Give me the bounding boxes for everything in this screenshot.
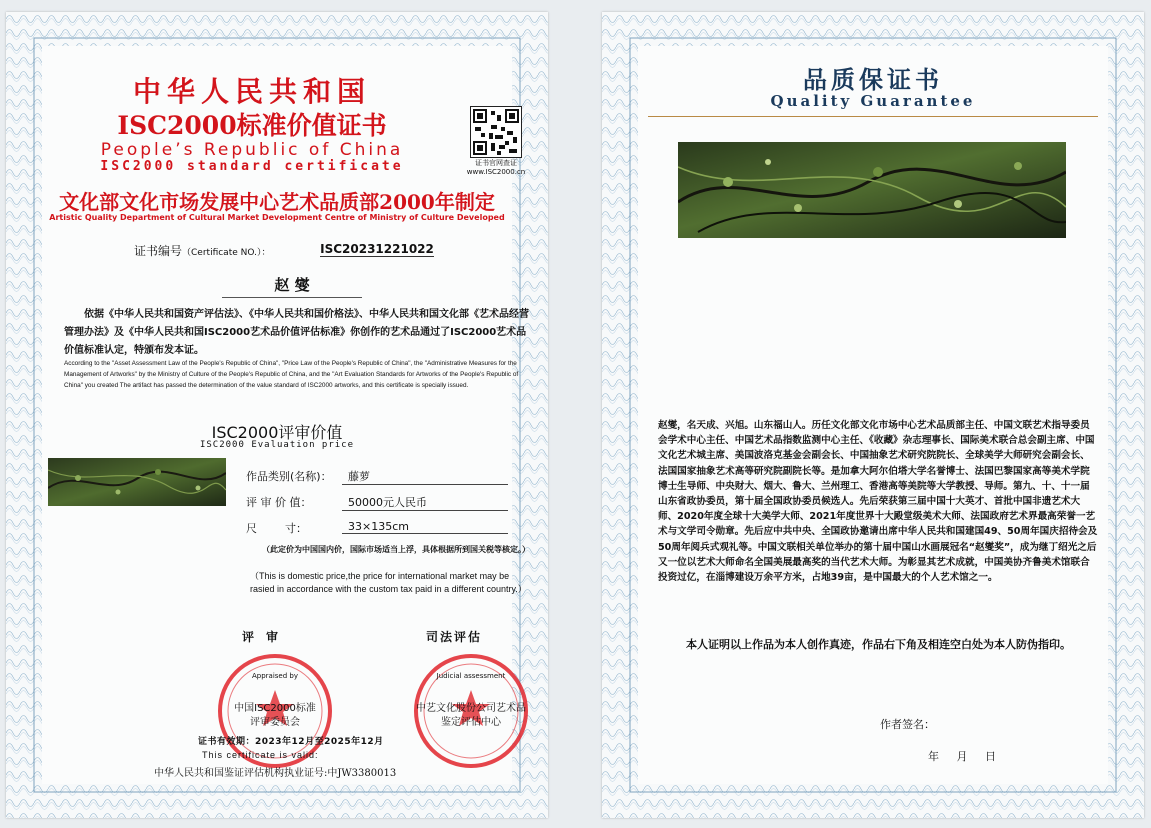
field-label-size: 尺 寸： [246, 522, 307, 535]
price-note-en: （This is domestic price,the price for international market may be rasied in accordance with the custom tax paid in a different country.） [250, 571, 527, 594]
seal-right-top-text: Judicial assessment [436, 672, 506, 680]
department-cn: 文化部文化市场发展中心艺术品质部2000年制定 [59, 190, 495, 214]
judicial-label: 司法评估 [426, 630, 483, 644]
title-cn: 中华人民共和国 [132, 75, 371, 108]
seal-right-org [406, 702, 536, 730]
field-label-value: 评 审 价 值： [246, 496, 312, 509]
owner-name: 赵 燮 [222, 274, 362, 298]
certificate-number-label-en: （Certificate NO.）： [182, 248, 271, 258]
evaluation-subtitle: ISC2000 Evaluation price [199, 440, 355, 450]
artist-biography: 赵燮，名天成、兴旭。山东福山人。历任文化部文化市场中心艺术品质部主任、中国文联艺术指导委员会学术中心主任、中国艺术品指数监测中心主任、《收藏》杂志理事长、国际美术联合总会副主席、中国文化艺术城主席、美国波洛克基金会副会长、中国抽象艺术研究院院长、全球美学大师研究会副会长、法国国家抽象艺术高等研究院副院长等。是加拿大阿尔伯塔大学名誉博士、法国巴黎国家高等美术学院博士生导师、中央财大、烟大、鲁大、兰州理工、香港高等美院等大学教授、导师。第九、十、十一届山东省政协委员，第十届全国政协委员候选人。先后荣获第三届中国十大英才、首批中国非遗艺术大师、2020年度全球十大美学大师、2021年度世界十大殿堂级美术大师、法国政府艺术界最高荣誉一艺术与文学司令勋章。先后应中共中央、全国政协邀请出席中华人民共和国建国49、50周年国庆招待会及50周年阅兵式观礼等。中国文联相关单位举办的第十届中国山水画展冠名“赵燮奖”，成为继丁绍光之后又一位以艺术大师命名全国美展最高奖的当代艺术大师。为彰显其艺术成就，中国美协齐鲁美术馆联合投资过亿，在淄博建设万余平方米，占地39亩，是中国最大的个人艺术馆之一。 [658, 420, 1098, 584]
review-label: 评审 [242, 630, 291, 644]
title-en-line1: People’s Republic of China [100, 140, 404, 160]
evaluation-title: ISC2000评审价值 [211, 423, 343, 442]
certificate-page [6, 12, 548, 818]
seal-left-org-line2: 评审委员会 [250, 717, 300, 728]
field-label-category: 作品类别(名称)： [246, 470, 332, 483]
certificate-body [42, 46, 530, 784]
field-value-size: 33×135cm [342, 520, 508, 534]
artwork-image [678, 142, 1066, 238]
qr-caption-line1: 证书官网查证 [475, 159, 517, 167]
guarantee-page [602, 12, 1144, 818]
certificate-number: ISC20231221022 [320, 242, 434, 256]
title-en-line2: ISC2000 standard certificate [100, 159, 404, 174]
guarantee-title-en: Quality Guarantee [770, 92, 976, 110]
seal-left-org-line1: 中国ISC2000标准 [234, 703, 316, 714]
field-value-value: 50000元人民币 [342, 494, 508, 511]
seal-left-org [216, 702, 334, 730]
title-divider [648, 116, 1098, 117]
department-en: Artistic Quality Department of Cultural Market Development Centre of Ministry of Culture Developed [49, 213, 505, 222]
certificate-text-cn: 依据《中华人民共和国资产评估法》、《中华人民共和国价格法》、中华人民共和国文化部《艺术品经营管理办法》及《中华人民共和国ISC2000艺术品价值评估标准》你创作的艺术品通过了ISC2000艺术品价值标准认定，特颁布发本证。 [64, 309, 529, 356]
guarantee-title-cn: 品质保证书 [803, 65, 943, 94]
seal-left-top-text: Appraised by [252, 672, 298, 680]
guarantee-body [638, 46, 1108, 784]
field-value-category: 藤萝 [342, 468, 508, 485]
license-number: 中华人民共和国鉴证评估机构执业证号:中JW3380013 [154, 768, 397, 779]
certificate-number-label [134, 242, 270, 259]
price-note-cn: （此定价为中国国内价，国际市场适当上浮，具体根据所到国关税等核定。） [262, 545, 530, 554]
authenticity-declaration: 本人证明以上作品为本人创作真迹，作品右下角及相连空白处为本人防伪指印。 [686, 638, 1071, 651]
title-isc: ISC2000标准价值证书 [117, 111, 387, 140]
certificate-number-label-cn: 证书编号 [134, 244, 183, 258]
qr-caption [460, 159, 532, 177]
artwork-thumbnail [48, 458, 226, 506]
seal-right-org-line1: 中艺文化股份公司艺术品 [416, 703, 526, 714]
qr-caption-line2: www.ISC2000.cn [466, 168, 526, 176]
seal-right-org-line2: 鉴定评估中心 [441, 717, 501, 728]
qr-code[interactable] [470, 106, 522, 158]
certificate-text-en: According to the "Asset Assessment Law of the People's Republic of China", "Price Law of the People's Republic of China", the "Administrative Measures for the Management of Artworks" by the Ministry of Culture of the People's Republic of China, and the "Art Evaluation Standards for Artworks of the People's Republic of China" you created The artifact has passed the determination of the value standard of ISC2000 artworks, and this certificate is specially issued. [64, 360, 519, 389]
validity-cn: 证书有效期：2023年12月至2025年12月 [198, 737, 384, 747]
validity-en: This certificate is valid: [202, 750, 319, 760]
date-line: 年 月 日 [928, 750, 996, 763]
judicial-seal [412, 652, 530, 770]
author-signature-label: 作者签名： [880, 718, 935, 731]
